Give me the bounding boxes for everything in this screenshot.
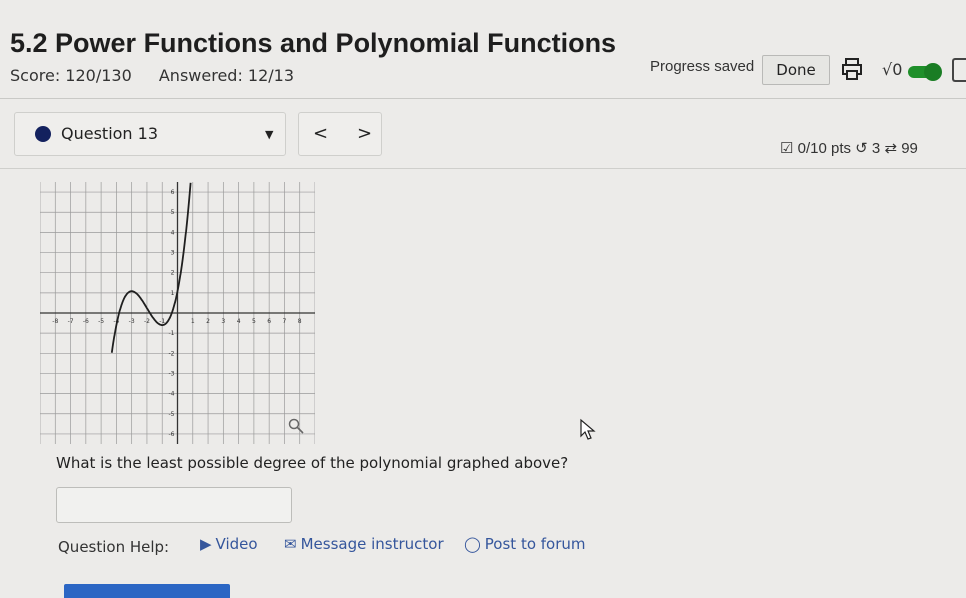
message-instructor-link[interactable]: ✉ Message instructor: [284, 535, 444, 553]
video-icon: ▶: [200, 535, 212, 553]
x-tick-label: -6: [82, 318, 89, 325]
y-tick-label: 2: [170, 269, 175, 277]
caret-down-icon: ▼: [265, 128, 274, 141]
x-tick-label: 2: [206, 318, 210, 325]
page-title: 5.2 Power Functions and Polynomial Functions: [10, 28, 617, 58]
video-link[interactable]: ▶ Video: [200, 535, 258, 553]
x-tick-label: 7: [282, 318, 287, 325]
y-tick-label: -6: [168, 430, 175, 438]
answered-text: Answered: 12/13: [158, 66, 295, 85]
sqrt-icon[interactable]: √0: [882, 60, 903, 79]
help-label: Question Help:: [58, 538, 170, 556]
status-dot-icon: [35, 126, 51, 142]
pointer-cursor-icon: [579, 418, 597, 442]
score-text: Score: 120/130: [10, 66, 132, 85]
x-tick-label: -3: [128, 318, 135, 325]
mail-icon: ✉: [284, 535, 297, 553]
x-tick-label: 5: [251, 318, 256, 325]
y-tick-label: 1: [170, 289, 175, 297]
x-tick-label: -8: [52, 318, 59, 325]
panel-icon[interactable]: [952, 58, 966, 82]
x-tick-label: -1: [159, 318, 166, 325]
y-tick-label: 4: [170, 229, 175, 237]
x-tick-label: -4: [113, 318, 120, 325]
x-tick-label: -7: [67, 318, 74, 325]
speech-bubble-icon: ◯: [464, 535, 481, 553]
progress-status: Progress saved: [650, 58, 755, 75]
x-tick-label: 4: [236, 318, 241, 325]
answer-input[interactable]: [56, 487, 292, 523]
y-tick-label: 3: [170, 249, 175, 257]
math-toggle[interactable]: [908, 66, 940, 78]
done-button[interactable]: Done: [762, 55, 830, 85]
divider: [0, 98, 966, 99]
question-text: What is the least possible degree of the polynomial graphed above?: [56, 454, 569, 472]
y-tick-label: -3: [168, 370, 175, 378]
x-tick-label: -5: [98, 318, 105, 325]
divider: [0, 168, 966, 169]
question-label: Question 13: [61, 124, 159, 143]
x-tick-label: 1: [190, 318, 195, 325]
x-tick-label: 6: [267, 318, 272, 325]
question-select[interactable]: [14, 112, 286, 156]
prev-question-button[interactable]: <: [313, 123, 329, 144]
y-tick-label: -2: [168, 350, 175, 358]
attempts-text: 3: [871, 140, 881, 157]
points-text: 0/10 pts: [797, 140, 851, 157]
submit-button[interactable]: [64, 584, 230, 598]
checkbox-icon: ☑: [780, 140, 794, 157]
x-tick-label: 3: [221, 318, 226, 325]
retries-text: 99: [901, 140, 918, 157]
x-tick-label: -2: [143, 318, 150, 325]
printer-icon[interactable]: [840, 57, 864, 81]
y-tick-label: -1: [168, 330, 175, 338]
y-tick-label: 5: [170, 209, 175, 217]
y-tick-label: -5: [168, 410, 175, 418]
question-nav: [298, 112, 382, 156]
retry-icon: ⇄: [884, 140, 898, 157]
undo-icon: ↺: [855, 140, 868, 157]
y-tick-label: 6: [170, 189, 175, 197]
magnify-icon[interactable]: [288, 418, 304, 434]
points-info: [780, 139, 918, 157]
polynomial-graph: [40, 182, 315, 444]
post-to-forum-link[interactable]: ◯ Post to forum: [464, 535, 586, 553]
y-tick-label: -4: [168, 390, 175, 398]
score-row: [10, 66, 316, 85]
next-question-button[interactable]: >: [357, 123, 373, 144]
x-tick-label: 8: [297, 318, 302, 325]
